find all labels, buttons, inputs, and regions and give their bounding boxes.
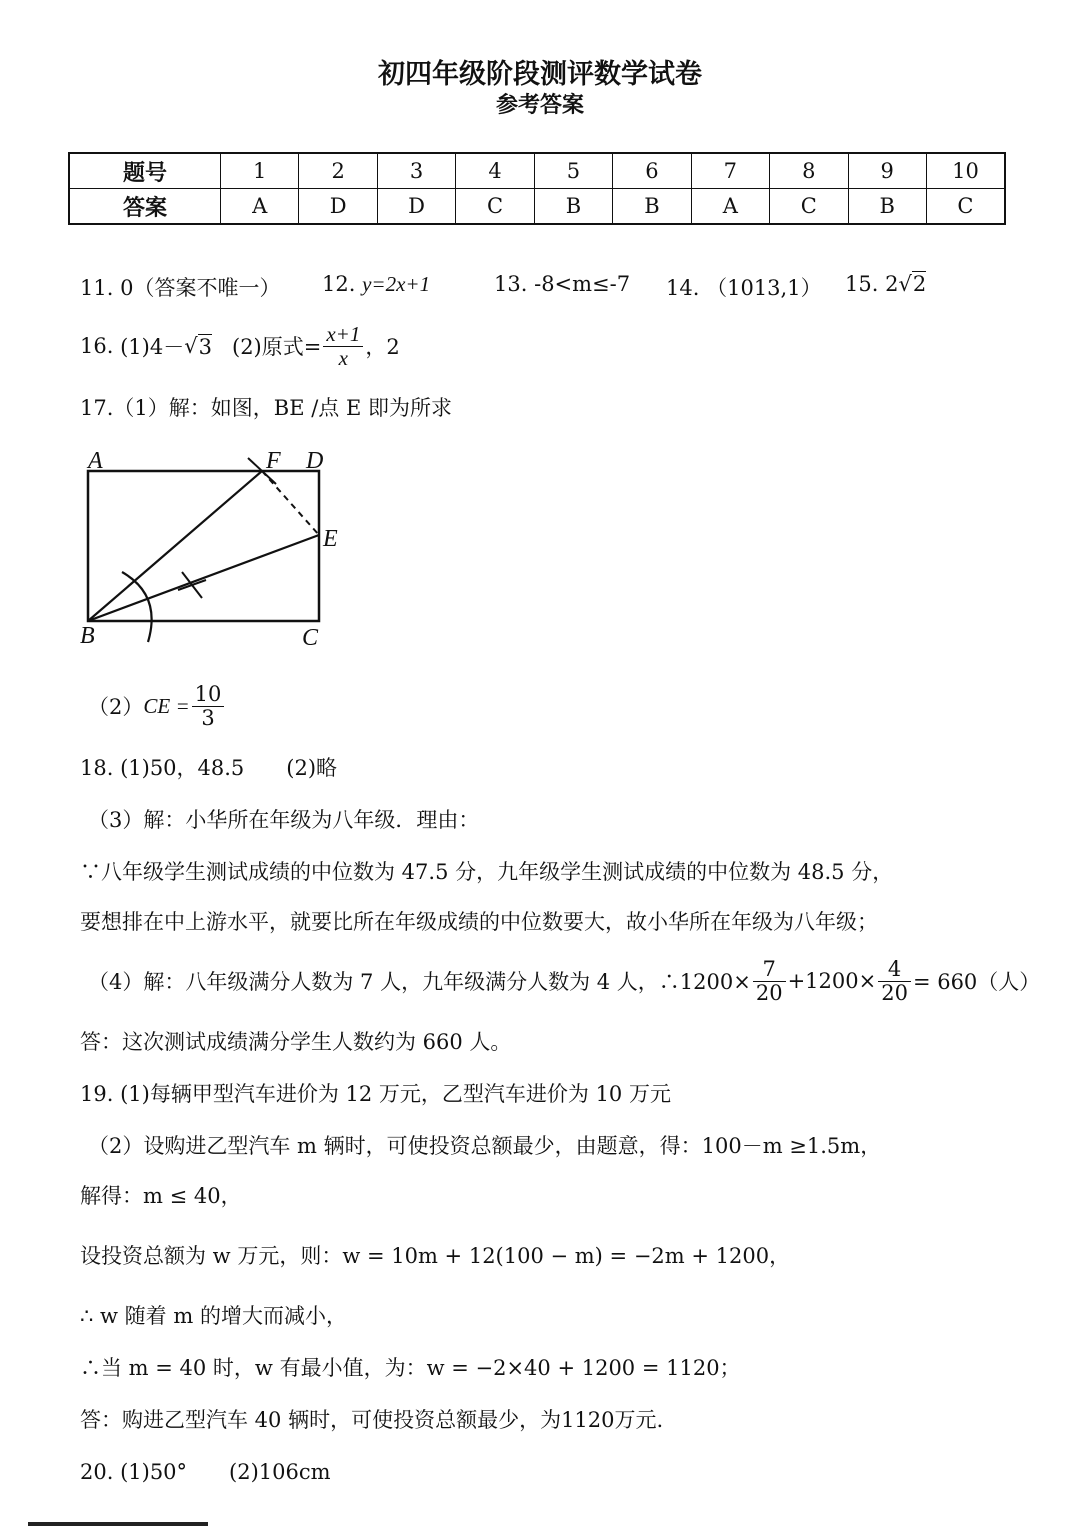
answer-18-line4: 要想排在中上游水平，就要比所在年级成绩的中位数要大，故小华所在年级为八年级； [80,910,878,934]
radicand: 3 [198,334,212,359]
fraction [323,323,363,368]
answer-19-line3: 解得：m ≤ 40， [80,1184,242,1208]
table-cell-number: 1 [221,153,299,189]
answer-19-line5: ∴ w 随着 m 的增大而减小， [80,1304,347,1328]
table-cell-answer: C [456,189,534,225]
segment-bf [88,471,262,621]
fraction [192,683,225,728]
answer-text: （1013,1） [706,276,822,300]
table-cell-number: 6 [613,153,691,189]
table-cell-number: 5 [534,153,612,189]
question-number: 12. [322,272,356,296]
table-cell-answer: D [299,189,377,225]
question-number: 11. [80,276,114,300]
line5-part-b: +1200× [787,969,877,993]
label-f: F [266,448,281,474]
fraction-denominator: 20 [755,980,783,1005]
fraction [753,958,786,1003]
page-title: 初四年级阶段测评数学试卷 [378,59,702,90]
part-label: （2） [88,695,144,719]
question-number: 14. [666,276,700,300]
radical-coefficient: 2 [885,272,899,296]
answer-19-line4: 设投资总额为 w 万元，则：w = 10m + 12(100 − m) = −2m + 1200， [80,1244,791,1268]
fraction-numerator: 4 [878,958,911,981]
table-cell-number: 3 [377,153,455,189]
geometry-diagram [70,440,360,660]
answer-18-line2: （3）解：小华所在年级为八年级．理由： [88,808,480,832]
fraction-numerator: x+1 [323,323,363,346]
fraction-numerator: 10 [192,683,225,706]
label-c: C [302,625,319,651]
segment-fe-dashed [262,471,319,535]
label-e: E [323,526,338,552]
answer-11 [80,272,280,302]
table-cell-answer: A [691,189,769,225]
answer-18-line3: ∵八年级学生测试成绩的中位数为 47.5 分，九年级学生测试成绩的中位数为 48.5 分， [80,860,894,884]
answer-table [68,152,1006,225]
table-cell-number: 10 [926,153,1005,189]
answer-19-line7: 答：购进乙型汽车 40 辆时，可使投资总额最少，为1120万元. [80,1408,664,1432]
table-cell-number: 4 [456,153,534,189]
answer-17-part2 [88,676,226,736]
question-number: 16. [80,334,114,358]
table-header-label: 题号 [69,153,221,189]
answer-text: 0（答案不唯一） [120,276,281,300]
table-cell-number: 7 [691,153,769,189]
answer-16: 16. (1)4－ √ 3 (2)原式= $\frac{x+1}{x}$ ，2 [80,322,400,370]
line5-part-a: （4）解：八年级满分人数为 7 人，九年级满分人数为 4 人，∴1200× [88,970,751,994]
table-cell-answer: C [926,189,1005,225]
label-b: B [80,623,95,649]
label-d: D [306,448,324,474]
answer-19-line1: 19. (1)每辆甲型汽车进价为 12 万元，乙型汽车进价为 10 万元 [80,1082,671,1106]
table-cell-answer: A [221,189,299,225]
question-number: 13. [494,272,528,296]
answer-18-line1: 18. (1)50，48.5 (2)略 [80,756,338,780]
answer-text: -8<m≤-7 [534,272,631,296]
answer-18-line5 [88,952,1040,1010]
segment-be [88,535,319,621]
line5-part-c: = 660（人） [912,970,1041,994]
table-cell-answer: C [770,189,848,225]
fraction-denominator: 20 [881,980,908,1005]
radicand: 2 [912,272,927,296]
table-answer-label: 答案 [69,189,221,225]
question-number: 15. [845,272,879,296]
answer-13 [494,272,630,296]
table-cell-number: 2 [299,153,377,189]
table-cell-answer: B [613,189,691,225]
table-cell-answer: D [377,189,455,225]
table-row-numbers [69,153,1005,189]
answer-17-line1: 17.（1）解：如图，BE /点 E 即为所求 [80,396,452,420]
rectangle-abcd [88,471,319,621]
label-a: A [88,448,103,474]
table-cell-answer: B [534,189,612,225]
table-row-answers [69,189,1005,225]
answer-12 [322,272,430,297]
answer-16-part2: (2)原式= [232,335,322,359]
fraction-denominator: x [338,345,348,370]
answer-20-line1: 20. (1)50° (2)106cm [80,1460,331,1484]
answer-16-part1: (1)4－ [120,335,185,359]
answer-text: y=2x+1 [362,272,431,296]
table-cell-answer: B [848,189,926,225]
table-cell-number: 9 [848,153,926,189]
answer-15: 15. 2√2 [845,272,927,296]
table-cell-number: 8 [770,153,848,189]
answer-16-value: ，2 [365,335,400,359]
page-subtitle: 参考答案 [495,92,584,118]
fraction-numerator: 7 [753,958,786,981]
answer-14 [666,272,822,302]
answer-19-line6: ∴当 m = 40 时，w 有最小值，为：w = −2×40 + 1200 = 1120； [80,1356,741,1380]
fraction-denominator: 3 [201,705,215,730]
fraction [878,958,911,1003]
answer-19-line2: （2）设购进乙型汽车 m 辆时，可使投资总额最少，由题意，得：100－m ≥1.5m， [88,1134,882,1158]
page-edge-line [28,1522,208,1526]
equation-lhs: CE = [143,693,190,718]
answer-18-line6: 答：这次测试成绩满分学生人数约为 660 人。 [80,1030,512,1054]
